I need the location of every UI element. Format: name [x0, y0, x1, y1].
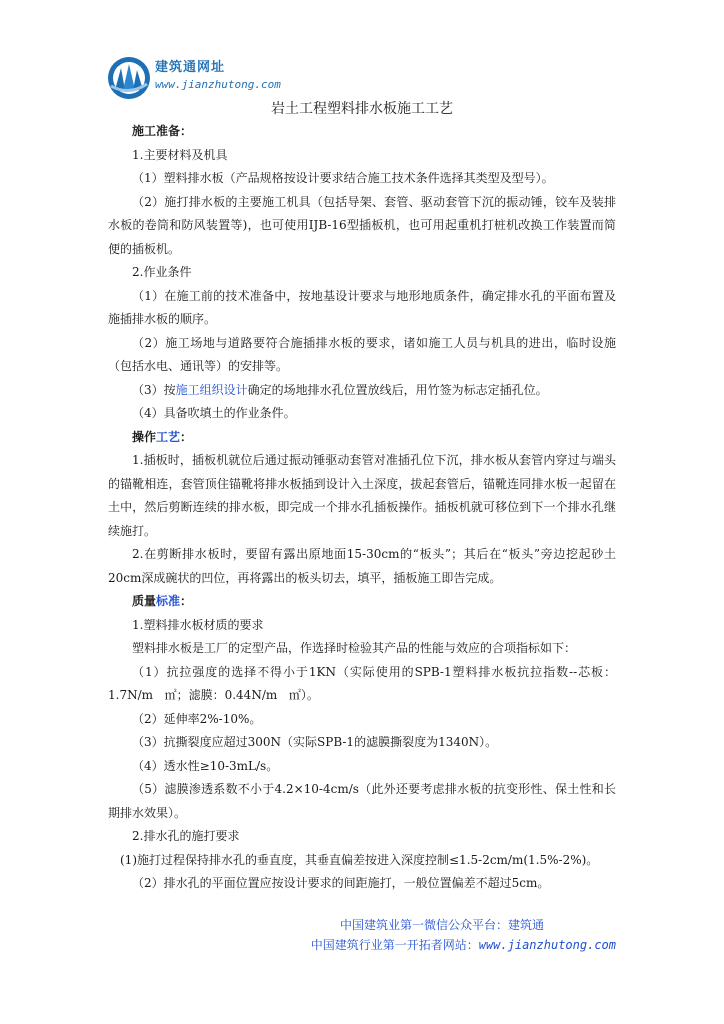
section-heading-quality: [108, 590, 616, 614]
footer-prefix: 中国建筑行业第一开拓者网站：: [310, 938, 479, 952]
paragraph: 2.排水孔的施打要求: [132, 829, 240, 843]
paragraph: （3）抗撕裂度应超过300N（实际SPB-1的滤膜撕裂度为1340N）。: [132, 735, 498, 749]
paragraph: （4）具备吹填土的作业条件。: [132, 406, 296, 420]
standard-link[interactable]: 标准: [156, 594, 181, 608]
paragraph: (1)施打过程保持排水孔的垂直度，其垂直偏差按进入深度控制≤1.5-2cm/m(1.5%-2%)。: [120, 852, 599, 867]
footer-wechat-line: 中国建筑业第一微信公众平台：建筑通: [339, 918, 544, 932]
paragraph: （1）抗拉强度的选择不得小于1KN（实际使用的SPB-1塑料排水板抗拉指数--芯板：1.7N/mㅤ㎡；滤膜：0.44N/mㅤ㎡）。: [108, 664, 616, 702]
brand-url-link[interactable]: www.jianzhutong.com: [155, 78, 281, 91]
brand-name: 建筑通网址: [155, 60, 226, 75]
footer-url-link[interactable]: www.jianzhutong.com: [478, 938, 616, 952]
text-span: 操作: [132, 429, 157, 444]
paragraph: 2.在剪断排水板时，要留有露出原地面15-30cm的“板头”；其后在“板头”旁边挖起砂土20cm深成碗状的凹位，再将露出的板头切去，填平，插板施工即告完成。: [108, 547, 616, 585]
paragraph: 2.作业条件: [132, 265, 192, 279]
process-link[interactable]: 工艺: [156, 429, 181, 444]
text-span: （3）按: [132, 382, 176, 397]
paragraph: （4）透水性≥10-3mL/s。: [132, 758, 279, 773]
section-heading-preparation: 施工准备：: [132, 124, 193, 138]
paragraph: （1）在施工前的技术准备中，按地基设计要求与地形地质条件，确定排水孔的平面布置及施插排水板的顺序。: [108, 288, 616, 326]
section-heading-operation: [108, 426, 616, 450]
document-title: 岩土工程塑料排水板施工工艺: [271, 101, 453, 117]
paragraph: [108, 379, 616, 403]
paragraph: （5）滤膜渗透系数不小于4.2×10-4cm/s（此外还要考虑排水板的抗变形性、保土性和长期排水效果）。: [108, 782, 616, 820]
paragraph: （2）施打排水板的主要施工机具（包括导架、套管、驱动套管下沉的振动锤，铰车及装排水板的卷筒和防风装置等)，也可使用IJB-16型插板机，也可用起重机打桩机改换工作装置而简便的插板机。: [108, 194, 616, 256]
text-span: 确定的场地排水孔位置放线后，用竹签为标志定插孔位。: [247, 382, 548, 397]
paragraph: （2）施工场地与道路要符合施插排水板的要求，诸如施工人员与机具的进出，临时设施（包括水电、通讯等）的安排等。: [108, 335, 616, 373]
text-span: ：: [180, 429, 193, 444]
footer-website-line: [311, 936, 616, 953]
text-span: ：: [180, 594, 193, 608]
jianzhutong-logo-icon: [107, 56, 151, 100]
paragraph: 塑料排水板是工厂的定型产品，作选择时检验其产品的性能与效应的合项指标如下：: [132, 641, 577, 655]
construction-design-link[interactable]: 施工组织设计: [175, 382, 248, 397]
paragraph: 1.插板时，插板机就位后通过振动锤驱动套管对准插孔位下沉，排水板从套管内穿过与端头的锚靴相连，套管顶住锚靴将排水板插到设计入土深度，拔起套管后，锚靴连同排水板一起留在土中，然后剪断连续的排水板，即完成一个排水孔插板操作。插板机就可移位到下一个排水孔继续施打。: [108, 453, 616, 538]
paragraph: 1.主要材料及机具: [132, 147, 228, 162]
paragraph: 1.塑料排水板材质的要求: [132, 617, 264, 632]
paragraph: （2）延伸率2%-10%。: [132, 711, 262, 726]
document-body: [108, 120, 616, 896]
paragraph: （2）排水孔的平面位置应按设计要求的间距施打，一般位置偏差不超过5cm。: [132, 876, 550, 890]
paragraph: （1）塑料排水板（产品规格按设计要求结合施工技术条件选择其类型及型号）。: [132, 171, 554, 185]
text-span: 质量: [132, 594, 157, 608]
